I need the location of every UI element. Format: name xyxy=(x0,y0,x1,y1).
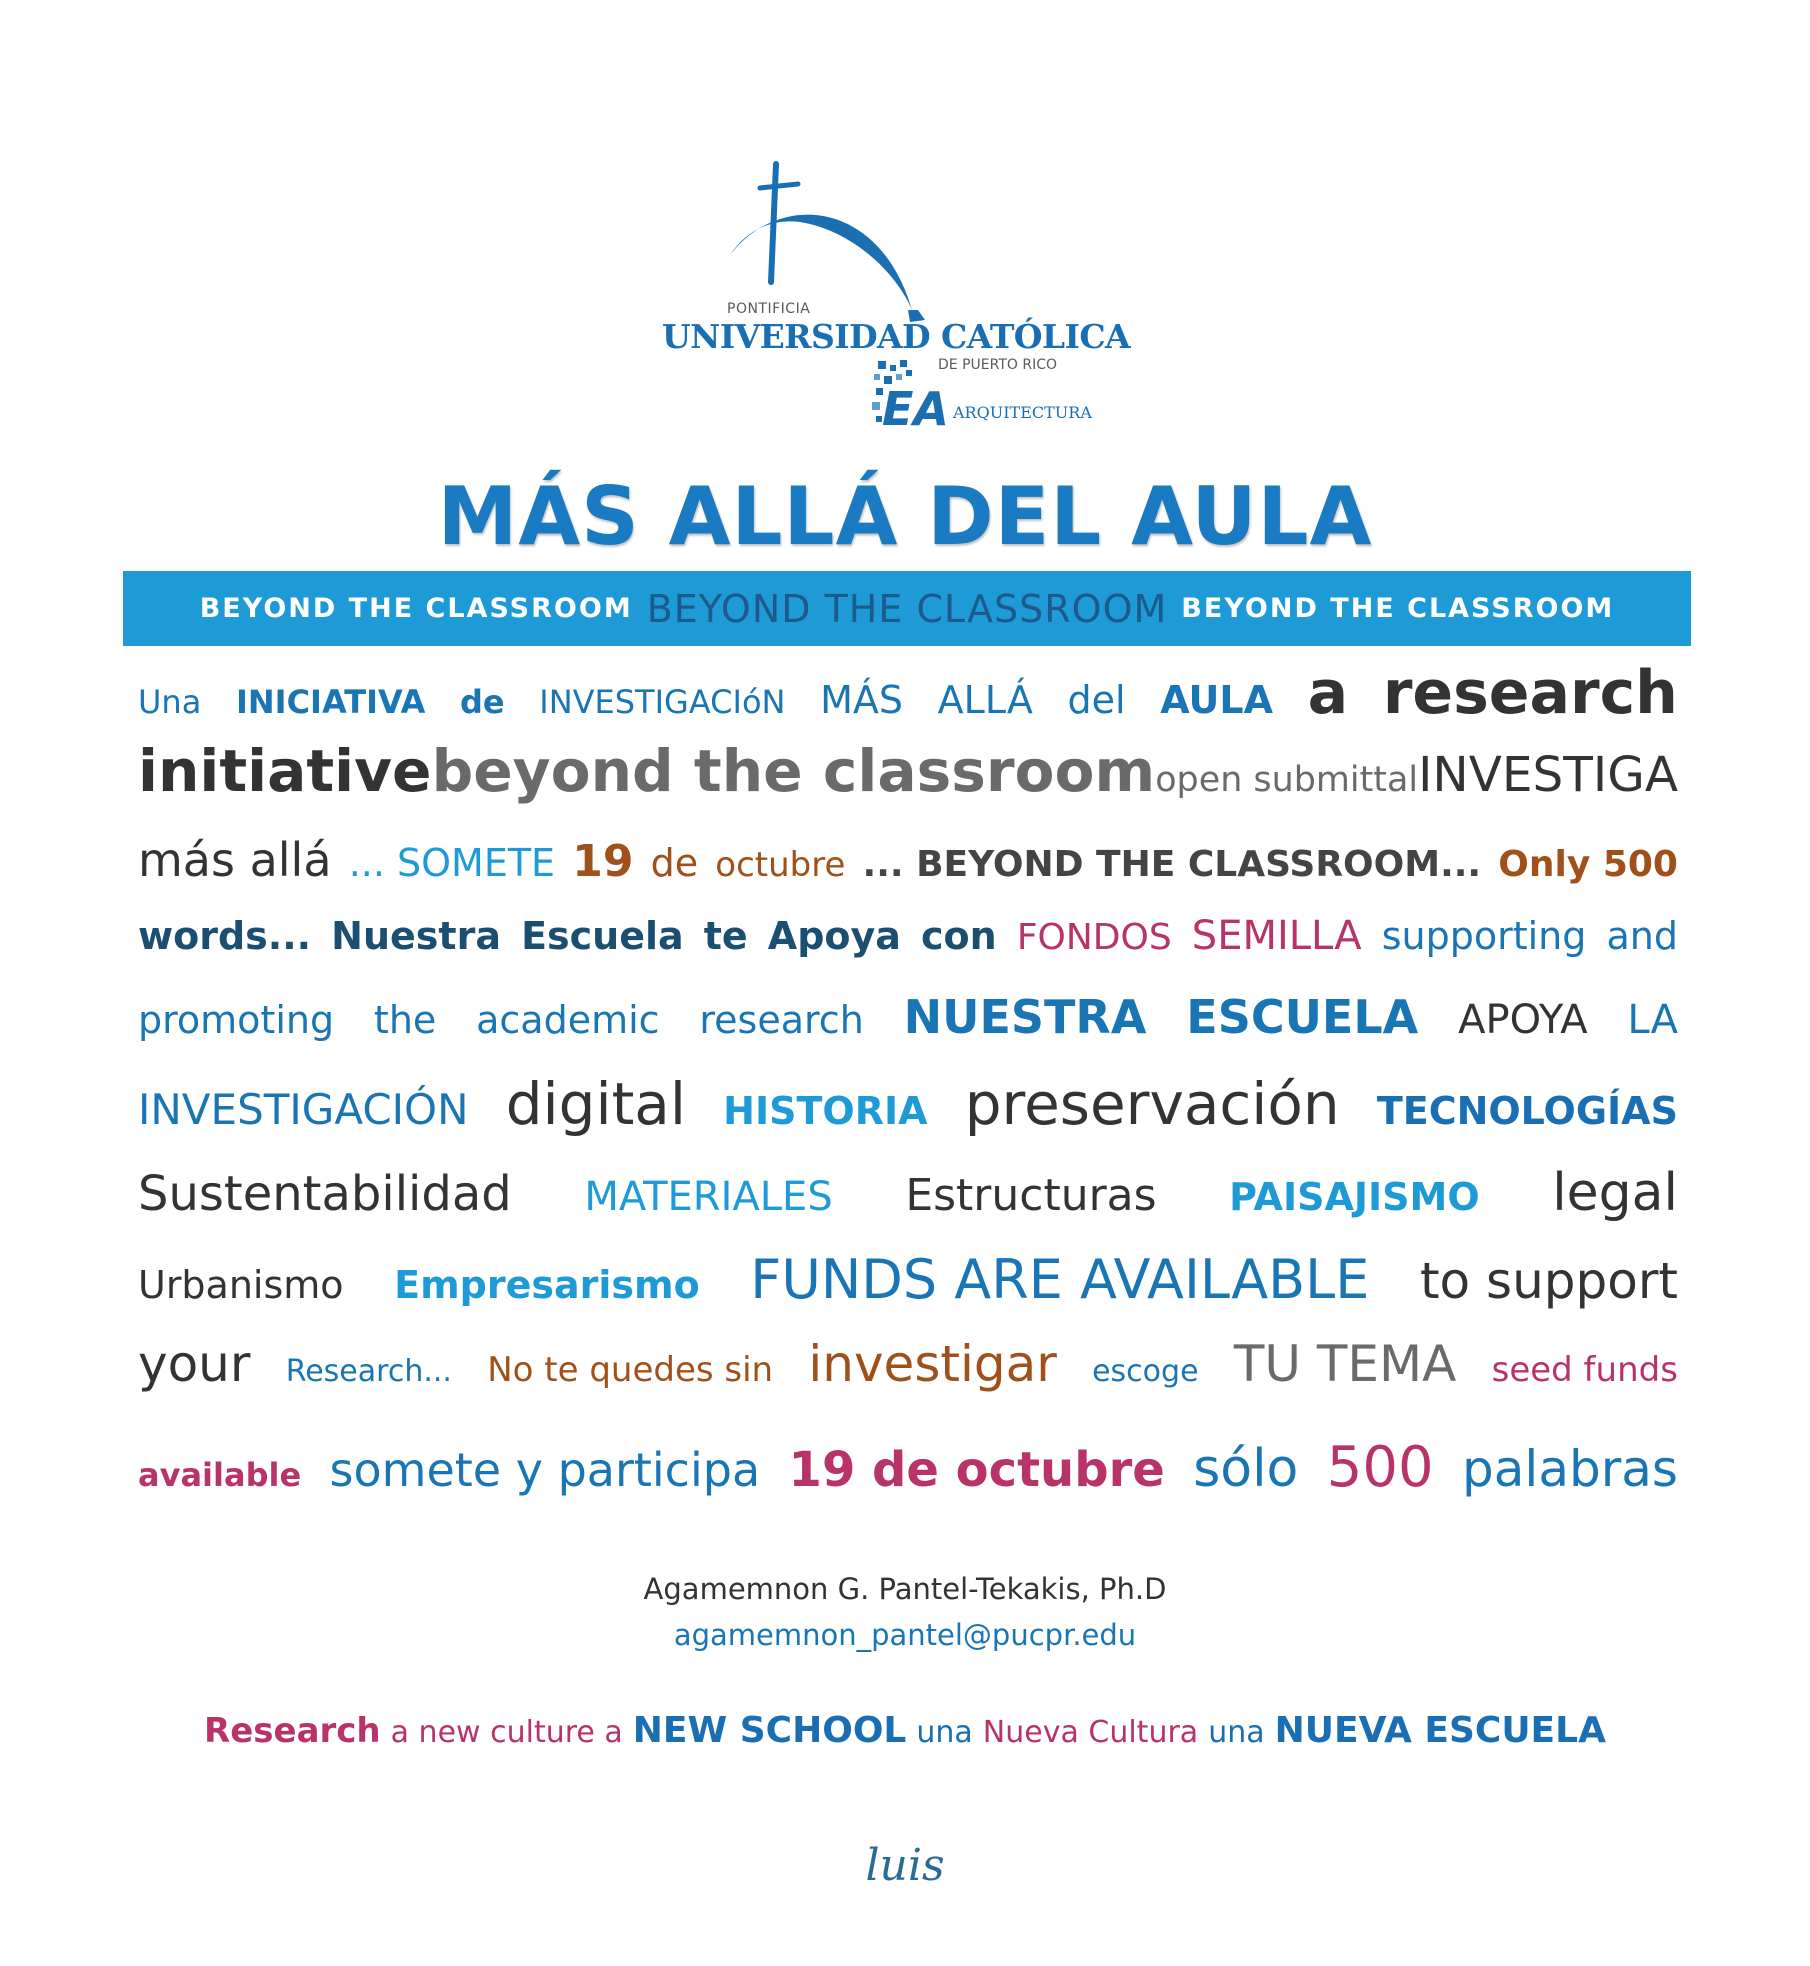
cloud-word: Una xyxy=(138,683,202,721)
cloud-word: AULA xyxy=(1160,678,1273,722)
cloud-word: words... xyxy=(138,914,312,958)
cloud-word: ESCUELA xyxy=(1186,990,1419,1044)
cloud-word: open submittal xyxy=(1155,760,1419,800)
cloud-word: INVESTIGACIóN xyxy=(539,683,786,721)
cloud-word: promoting xyxy=(138,998,335,1042)
cloud-word: 500 xyxy=(1326,1435,1434,1500)
cloud-word: NUESTRA xyxy=(903,990,1147,1044)
signature: luis xyxy=(865,1840,945,1891)
cloud-word: 19 xyxy=(572,836,634,887)
cloud-word: octubre xyxy=(715,845,846,885)
cloud-line xyxy=(138,1435,1678,1500)
slogan-word: una xyxy=(916,1715,973,1750)
cloud-line xyxy=(138,833,1678,887)
cloud-word: INICIATIVA xyxy=(235,683,426,721)
cloud-word: SEMILLA xyxy=(1191,913,1362,959)
cloud-word: INVESTIGA xyxy=(1418,747,1678,803)
cloud-word: del xyxy=(1067,678,1126,722)
banner-left-text: BEYOND THE CLASSROOM xyxy=(199,593,633,624)
cloud-line xyxy=(138,1248,1678,1311)
banner-center-text: BEYOND THE CLASSROOM xyxy=(646,586,1168,631)
university-logo xyxy=(650,160,1130,435)
cloud-word: APOYA xyxy=(1458,997,1588,1043)
cloud-word: TECNOLOGÍAS xyxy=(1376,1089,1678,1133)
cloud-word: Apoya xyxy=(767,914,901,958)
slogan-word: NEW SCHOOL xyxy=(632,1710,907,1751)
cloud-word: research xyxy=(1382,658,1678,728)
cloud-word: sólo xyxy=(1193,1439,1299,1499)
cloud-word: to support xyxy=(1419,1252,1678,1310)
cloud-word: Nuestra xyxy=(331,914,501,958)
cloud-word: preservación xyxy=(964,1070,1340,1138)
cloud-word: te xyxy=(703,914,748,958)
cloud-word: investigar xyxy=(808,1335,1057,1393)
cloud-line xyxy=(138,658,1678,728)
cloud-word: available xyxy=(138,1456,302,1494)
cloud-word: initiative xyxy=(138,737,432,805)
cloud-word: seed funds xyxy=(1491,1350,1678,1390)
cloud-word: Estructuras xyxy=(905,1170,1157,1221)
cloud-word: Escuela xyxy=(521,914,684,958)
cloud-word: the xyxy=(373,998,437,1042)
logo-pontificia: PONTIFICIA xyxy=(727,301,811,317)
cloud-word: ... SOMETE xyxy=(348,841,556,885)
banner xyxy=(123,571,1691,646)
cloud-word: beyond the classroom xyxy=(431,737,1156,805)
slogan-word: a new culture a xyxy=(390,1715,623,1750)
cloud-word: Empresarismo xyxy=(394,1263,700,1307)
cloud-word: your xyxy=(138,1335,251,1393)
slogan-word: Nueva Cultura xyxy=(982,1715,1199,1750)
cloud-word: digital xyxy=(505,1070,686,1138)
cloud-word: MÁS xyxy=(820,678,904,722)
cloud-word: a xyxy=(1307,658,1349,728)
cloud-line xyxy=(138,913,1678,959)
cloud-word: Research... xyxy=(285,1354,452,1389)
cloud-word: FONDOS xyxy=(1016,917,1172,958)
author-name: Agamemnon G. Pantel-Tekakis, Ph.D xyxy=(643,1572,1167,1606)
cloud-line xyxy=(138,1163,1678,1223)
cloud-word: más allá xyxy=(138,833,332,887)
cloud-word: ... BEYOND THE CLASSROOM... xyxy=(862,844,1482,885)
cloud-word: FUNDS ARE AVAILABLE xyxy=(750,1248,1370,1311)
cloud-word: escoge xyxy=(1092,1354,1199,1389)
cloud-line xyxy=(138,1335,1678,1393)
slogan-word: Research xyxy=(204,1711,381,1751)
slogan-word: NUEVA ESCUELA xyxy=(1274,1710,1606,1751)
banner-right-text: BEYOND THE CLASSROOM xyxy=(1181,593,1615,624)
cloud-word: legal xyxy=(1552,1163,1678,1223)
cloud-word: LA xyxy=(1627,997,1678,1043)
cloud-line xyxy=(138,1070,1678,1138)
cloud-word: Urbanismo xyxy=(138,1263,344,1307)
cloud-word: research xyxy=(699,998,864,1042)
cloud-word: No te quedes sin xyxy=(487,1350,774,1390)
cloud-word: INVESTIGACIÓN xyxy=(138,1085,469,1134)
logo-ea-mark: EA xyxy=(882,382,950,436)
cloud-word: TU TEMA xyxy=(1233,1335,1457,1393)
cloud-word: and xyxy=(1606,914,1678,958)
cloud-word: Sustentabilidad xyxy=(138,1166,512,1222)
cloud-word: HISTORIA xyxy=(723,1089,928,1133)
cloud-word: academic xyxy=(476,998,660,1042)
author-email[interactable]: agamemnon_pantel@pucpr.edu xyxy=(673,1618,1137,1652)
page-title: MÁS ALLÁ DEL AULA xyxy=(437,470,1373,563)
cloud-word: palabras xyxy=(1462,1440,1678,1498)
cloud-word: de xyxy=(459,683,505,721)
logo-university-name: UNIVERSIDAD CATÓLICA xyxy=(662,317,1131,356)
cloud-word: 19 de octubre xyxy=(788,1442,1165,1498)
cloud-line xyxy=(138,737,1678,805)
cloud-line xyxy=(138,990,1678,1044)
cloud-word: Only 500 xyxy=(1498,844,1678,885)
slogan-word: una xyxy=(1208,1715,1265,1750)
slogan xyxy=(0,1710,1810,1751)
cloud-word: MATERIALES xyxy=(584,1174,833,1220)
cloud-word: con xyxy=(921,914,997,958)
cloud-word: ALLÁ xyxy=(937,678,1033,722)
cloud-word: de xyxy=(650,841,699,885)
logo-location: DE PUERTO RICO xyxy=(938,357,1057,373)
logo-school: ARQUITECTURA xyxy=(953,403,1092,422)
cloud-word: supporting xyxy=(1381,914,1587,958)
cloud-word: PAISAJISMO xyxy=(1229,1175,1480,1219)
cloud-word: somete y participa xyxy=(329,1443,761,1497)
